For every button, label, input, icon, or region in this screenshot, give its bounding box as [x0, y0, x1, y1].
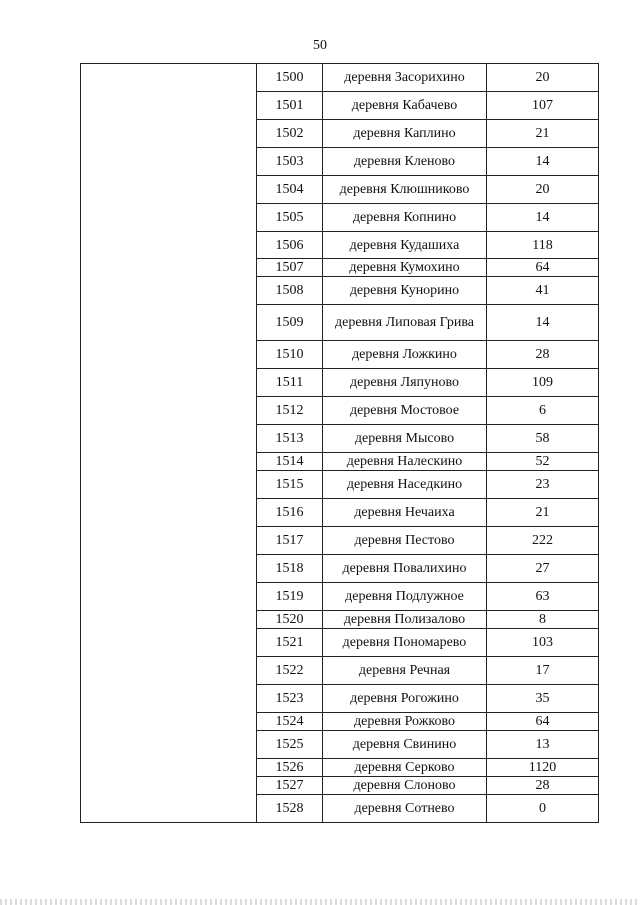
row-number-cell: 1502 [257, 120, 323, 148]
settlement-name-cell: деревня Рогожино [323, 685, 487, 713]
settlement-name-cell: деревня Налескино [323, 453, 487, 471]
row-number-cell: 1517 [257, 527, 323, 555]
row-number-cell: 1511 [257, 369, 323, 397]
row-number-cell: 1522 [257, 657, 323, 685]
scan-artifact [0, 899, 640, 905]
value-cell: 20 [487, 176, 599, 204]
settlement-name-cell: деревня Липовая Грива [323, 305, 487, 341]
row-number-cell: 1501 [257, 92, 323, 120]
value-cell: 64 [487, 259, 599, 277]
value-cell: 41 [487, 277, 599, 305]
settlement-name-cell: деревня Кленово [323, 148, 487, 176]
value-cell: 63 [487, 583, 599, 611]
row-number-cell: 1509 [257, 305, 323, 341]
value-cell: 13 [487, 731, 599, 759]
value-cell: 109 [487, 369, 599, 397]
settlements-table [80, 63, 599, 823]
settlement-name-cell: деревня Кумохино [323, 259, 487, 277]
settlement-name-cell: деревня Ляпуново [323, 369, 487, 397]
row-number-cell: 1504 [257, 176, 323, 204]
settlement-name-cell: деревня Наседкино [323, 471, 487, 499]
value-cell: 14 [487, 204, 599, 232]
row-number-cell: 1515 [257, 471, 323, 499]
settlement-name-cell: деревня Слоново [323, 777, 487, 795]
settlement-name-cell: деревня Пестово [323, 527, 487, 555]
settlement-name-cell: деревня Нечаиха [323, 499, 487, 527]
row-number-cell: 1510 [257, 341, 323, 369]
row-number-cell: 1525 [257, 731, 323, 759]
row-number-cell: 1513 [257, 425, 323, 453]
settlement-name-cell: деревня Речная [323, 657, 487, 685]
row-number-cell: 1514 [257, 453, 323, 471]
value-cell: 0 [487, 795, 599, 823]
settlement-name-cell: деревня Каплино [323, 120, 487, 148]
page-number: 50 [313, 38, 327, 53]
value-cell: 103 [487, 629, 599, 657]
settlement-name-cell: деревня Кудашиха [323, 232, 487, 259]
settlement-name-cell: деревня Кабачево [323, 92, 487, 120]
value-cell: 222 [487, 527, 599, 555]
settlement-name-cell: деревня Клюшниково [323, 176, 487, 204]
value-cell: 17 [487, 657, 599, 685]
settlement-name-cell: деревня Пономарево [323, 629, 487, 657]
value-cell: 23 [487, 471, 599, 499]
value-cell: 14 [487, 305, 599, 341]
value-cell: 21 [487, 499, 599, 527]
row-number-cell: 1503 [257, 148, 323, 176]
row-number-cell: 1518 [257, 555, 323, 583]
blank-column-cell [81, 64, 257, 823]
settlement-name-cell: деревня Засорихино [323, 64, 487, 92]
value-cell: 58 [487, 425, 599, 453]
settlement-name-cell: деревня Мысово [323, 425, 487, 453]
value-cell: 27 [487, 555, 599, 583]
value-cell: 28 [487, 341, 599, 369]
value-cell: 107 [487, 92, 599, 120]
settlement-name-cell: деревня Повалихино [323, 555, 487, 583]
row-number-cell: 1508 [257, 277, 323, 305]
row-number-cell: 1523 [257, 685, 323, 713]
row-number-cell: 1528 [257, 795, 323, 823]
settlement-name-cell: деревня Мостовое [323, 397, 487, 425]
value-cell: 6 [487, 397, 599, 425]
row-number-cell: 1507 [257, 259, 323, 277]
value-cell: 20 [487, 64, 599, 92]
settlement-name-cell: деревня Свинино [323, 731, 487, 759]
settlement-name-cell: деревня Сотнево [323, 795, 487, 823]
value-cell: 21 [487, 120, 599, 148]
row-number-cell: 1516 [257, 499, 323, 527]
settlement-name-cell: деревня Серково [323, 759, 487, 777]
settlement-name-cell: деревня Рожково [323, 713, 487, 731]
value-cell: 52 [487, 453, 599, 471]
row-number-cell: 1526 [257, 759, 323, 777]
value-cell: 1120 [487, 759, 599, 777]
row-number-cell: 1524 [257, 713, 323, 731]
row-number-cell: 1520 [257, 611, 323, 629]
value-cell: 118 [487, 232, 599, 259]
settlement-name-cell: деревня Ложкино [323, 341, 487, 369]
settlement-name-cell: деревня Полизалово [323, 611, 487, 629]
row-number-cell: 1521 [257, 629, 323, 657]
value-cell: 8 [487, 611, 599, 629]
value-cell: 35 [487, 685, 599, 713]
value-cell: 28 [487, 777, 599, 795]
row-number-cell: 1500 [257, 64, 323, 92]
settlement-name-cell: деревня Подлужное [323, 583, 487, 611]
row-number-cell: 1505 [257, 204, 323, 232]
value-cell: 14 [487, 148, 599, 176]
row-number-cell: 1506 [257, 232, 323, 259]
row-number-cell: 1527 [257, 777, 323, 795]
row-number-cell: 1519 [257, 583, 323, 611]
value-cell: 64 [487, 713, 599, 731]
row-number-cell: 1512 [257, 397, 323, 425]
settlement-name-cell: деревня Копнино [323, 204, 487, 232]
table-row [81, 64, 599, 92]
settlement-name-cell: деревня Кунорино [323, 277, 487, 305]
